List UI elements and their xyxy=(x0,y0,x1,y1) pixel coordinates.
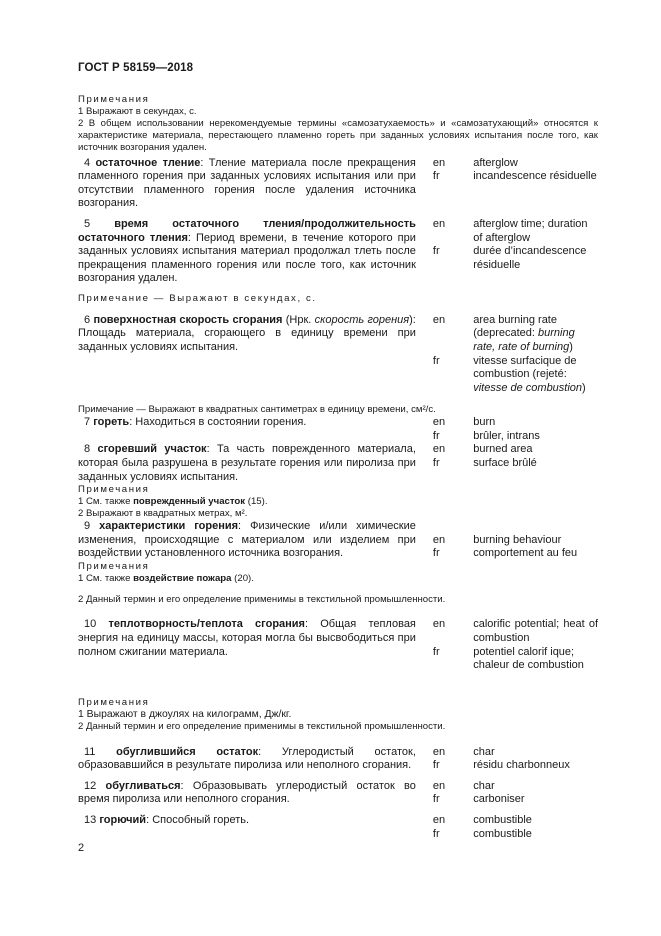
translations xyxy=(473,814,598,841)
term-number: 12 xyxy=(84,779,97,792)
lang-code-en: en xyxy=(432,156,446,169)
definition-text: Площадь материала, сгорающего в единицу времени при заданных условиях испытания. xyxy=(78,327,416,353)
page-header: ГОСТ Р 58159—2018 xyxy=(78,62,194,74)
term-definition xyxy=(78,520,416,561)
term-definition xyxy=(78,618,416,672)
language-codes xyxy=(433,314,473,396)
lang-code-fr: fr xyxy=(432,793,440,806)
term-name: теплотворность/теплота сгорания xyxy=(108,618,305,631)
translations xyxy=(473,780,598,807)
term-number: 9 xyxy=(84,519,91,532)
term-name: сгоревший участок xyxy=(97,443,207,456)
term-name: обугливаться xyxy=(105,779,181,792)
term-entry-5 xyxy=(78,218,598,286)
lang-code-fr: fr xyxy=(432,457,440,470)
lang-code-fr: fr xyxy=(432,645,440,658)
term-entry-11 xyxy=(78,746,598,773)
translation-en: area burning rate (deprecated: burning rate, rate of burning) xyxy=(473,313,575,353)
translations xyxy=(473,157,598,211)
term-definition xyxy=(78,218,416,286)
definition-text: : Способный гореть. xyxy=(146,813,250,826)
translation-en: char xyxy=(473,745,495,758)
translation-fr: durée d’incandescence résiduelle xyxy=(473,245,587,271)
term-name: остаточное тление xyxy=(95,156,201,169)
note-item: 1 Выражают в джоулях на килограмм, Дж/кг. xyxy=(78,708,292,720)
lang-code-fr: fr xyxy=(432,354,440,367)
translation-fr: résidu charbonneux xyxy=(473,759,570,772)
deprecated-term: скорость горения xyxy=(314,313,410,326)
translation-fr: vitesse surfacique de combustion (rejeté: vitesse de combustion) xyxy=(473,354,586,394)
term-entry-10 xyxy=(78,618,598,672)
note-item: 2 В общем использовании нерекомендуемые термины «самозатухаемость» и «самозатухающий» относятся к характеристике материала, перестающего пламенно гореть при заданных условиях испытания после того, как источник возгорания удален. xyxy=(78,117,598,153)
lang-code-en: en xyxy=(432,533,446,546)
lang-code-en: en xyxy=(432,313,446,326)
language-codes xyxy=(433,520,473,561)
translation-en: afterglow time; duration of afterglow xyxy=(473,217,588,244)
term-name: характеристики горения xyxy=(99,519,239,532)
lang-code-en: en xyxy=(432,443,446,456)
note-item: 1 См. также воздействие пожара (20). xyxy=(78,572,254,584)
lang-code-en: en xyxy=(432,745,446,758)
term-name: горючий xyxy=(99,813,147,826)
language-codes xyxy=(433,416,473,443)
note-item: 1 См. также поврежденный участок (15). xyxy=(78,496,268,508)
definition-text: : Углеродистый остаток, образовавшийся в результате пиролиза или неполного сгорания. xyxy=(78,745,416,772)
term-name: обуглившийся остаток xyxy=(116,745,259,758)
term-entry-9 xyxy=(78,520,598,561)
term-definition xyxy=(78,416,416,443)
translations xyxy=(473,314,598,396)
note-item: 1 Выражают в секундах, с. xyxy=(78,105,197,117)
translation-fr: incandescence résiduelle xyxy=(473,170,597,183)
translation-en: afterglow xyxy=(473,156,518,169)
definition-text: : Тление материала после прекращения пламенного горения при заданных условиях испытания или при отсутствии пламенного горения после удаления источника возгорания. xyxy=(78,156,416,210)
term-number: 13 xyxy=(84,813,97,826)
term-definition xyxy=(78,157,416,211)
term-number: 7 xyxy=(84,416,91,429)
term-number: 6 xyxy=(84,313,91,326)
translation-fr: combustible xyxy=(473,827,532,840)
translation-fr: carboniser xyxy=(473,793,525,806)
term-name: время остаточного тления/продолжительность остаточного тления xyxy=(78,217,416,244)
entry-5-note: Примечание — Выражают в секундах, с. xyxy=(78,292,317,304)
definition-text: : Физические и/или химические изменения, происходящие с материалом или изделием при воздействии установленного источника возгорания. xyxy=(78,519,416,560)
translation-en: burn xyxy=(473,416,496,429)
term-name: поверхностная скорость сгорания xyxy=(93,313,283,326)
cross-reference: воздействие пожара xyxy=(133,572,232,584)
term-entry-6 xyxy=(78,314,598,396)
translation-en: burned area xyxy=(473,443,533,456)
note-item: 2 Выражают в квадратных метрах, м². xyxy=(78,508,248,520)
translation-fr: brûler, intrans xyxy=(473,429,540,442)
definition-text: : Образовывать углеродистый остаток во время пиролиза или неполного сгорания. xyxy=(78,779,416,806)
language-codes xyxy=(433,746,473,773)
term-definition xyxy=(78,780,416,807)
definition-text: : Находиться в состоянии горения. xyxy=(129,416,307,429)
notes-heading: Примечания xyxy=(78,560,150,572)
translation-en: calorific potential; heat of combustion xyxy=(473,618,598,645)
notes-heading: Примечания xyxy=(78,484,150,496)
page-number: 2 xyxy=(78,842,85,854)
translations xyxy=(473,416,598,443)
term-number: 11 xyxy=(84,745,96,758)
translation-en: char xyxy=(473,779,495,792)
term-definition xyxy=(78,443,416,484)
term-definition: 6 поверхностная скорость сгорания (Нрк. скорость горения): Площадь материала, сгорающего в единицу времени при заданных условиях испытания. xyxy=(78,313,416,353)
notes-heading: Примечания xyxy=(78,696,150,708)
entry-6-note: Примечание — Выражают в квадратных сантиметрах в единицу времени, см²/с. xyxy=(78,404,436,416)
term-entry-12 xyxy=(78,780,598,807)
translation-fr: surface brûlé xyxy=(473,457,537,470)
term-entry-4 xyxy=(78,157,598,211)
notes-block-top xyxy=(78,94,598,154)
lang-code-fr: fr xyxy=(432,547,440,560)
term-number: 5 xyxy=(84,217,91,230)
term-number: 8 xyxy=(84,443,91,456)
note-item: 2 Данный термин и его определение применимы в текстильной промышленности. xyxy=(78,593,446,605)
translation-fr: potentiel calorif ique; chaleur de combustion xyxy=(473,645,584,672)
language-codes xyxy=(433,157,473,211)
lang-code-en: en xyxy=(432,779,446,792)
term-entry-13 xyxy=(78,814,598,841)
term-number: 10 xyxy=(84,618,97,631)
lang-code-en: en xyxy=(432,416,446,429)
translations xyxy=(473,218,598,286)
translation-en: burning behaviour xyxy=(473,533,562,546)
lang-code-fr: fr xyxy=(432,429,440,442)
lang-code-en: en xyxy=(432,813,446,826)
entry-10-notes xyxy=(78,697,598,733)
translation-en: combustible xyxy=(473,813,532,826)
note-item: 2 Данный термин и его определение применимы в текстильной промышленности. xyxy=(78,720,446,732)
translations xyxy=(473,746,598,773)
lang-code-fr: fr xyxy=(432,759,440,772)
cross-reference: поврежденный участок xyxy=(133,496,246,508)
language-codes xyxy=(433,618,473,672)
term-entry-7 xyxy=(78,416,598,443)
term-name: гореть xyxy=(93,416,130,429)
definition-text: : Та часть поврежденного материала, которая была разрушена в результате горения или пиролиза при заданных условиях испытания. xyxy=(78,443,416,483)
term-definition xyxy=(78,814,416,841)
page-content xyxy=(78,94,598,841)
entry-9-notes xyxy=(78,561,598,606)
lang-code-en: en xyxy=(432,217,446,230)
term-definition xyxy=(78,746,416,773)
notes-heading: Примечания xyxy=(78,94,150,105)
language-codes xyxy=(433,443,473,484)
translations xyxy=(473,443,598,484)
translation-fr: comportement au feu xyxy=(473,547,578,560)
lang-code-fr: fr xyxy=(432,170,440,183)
term-number: 4 xyxy=(84,156,91,169)
translations xyxy=(473,520,598,561)
lang-code-fr: fr xyxy=(432,827,440,840)
term-entry-8 xyxy=(78,443,598,484)
entry-8-notes xyxy=(78,484,598,520)
definition-text: : Период времени, в течение которого при заданных условиях испытания материал продолжал тлеть после прекращения пламенного горения или после того, как источник возгорания удален. xyxy=(78,231,416,285)
language-codes xyxy=(433,780,473,807)
language-codes xyxy=(433,218,473,286)
language-codes xyxy=(433,814,473,841)
lang-code-fr: fr xyxy=(432,245,440,258)
translations xyxy=(473,618,598,672)
lang-code-en: en xyxy=(432,618,446,631)
definition-text: : Общая тепловая энергия на единицу массы, которая могла бы высвободиться при полном сжигании материала. xyxy=(78,618,416,658)
